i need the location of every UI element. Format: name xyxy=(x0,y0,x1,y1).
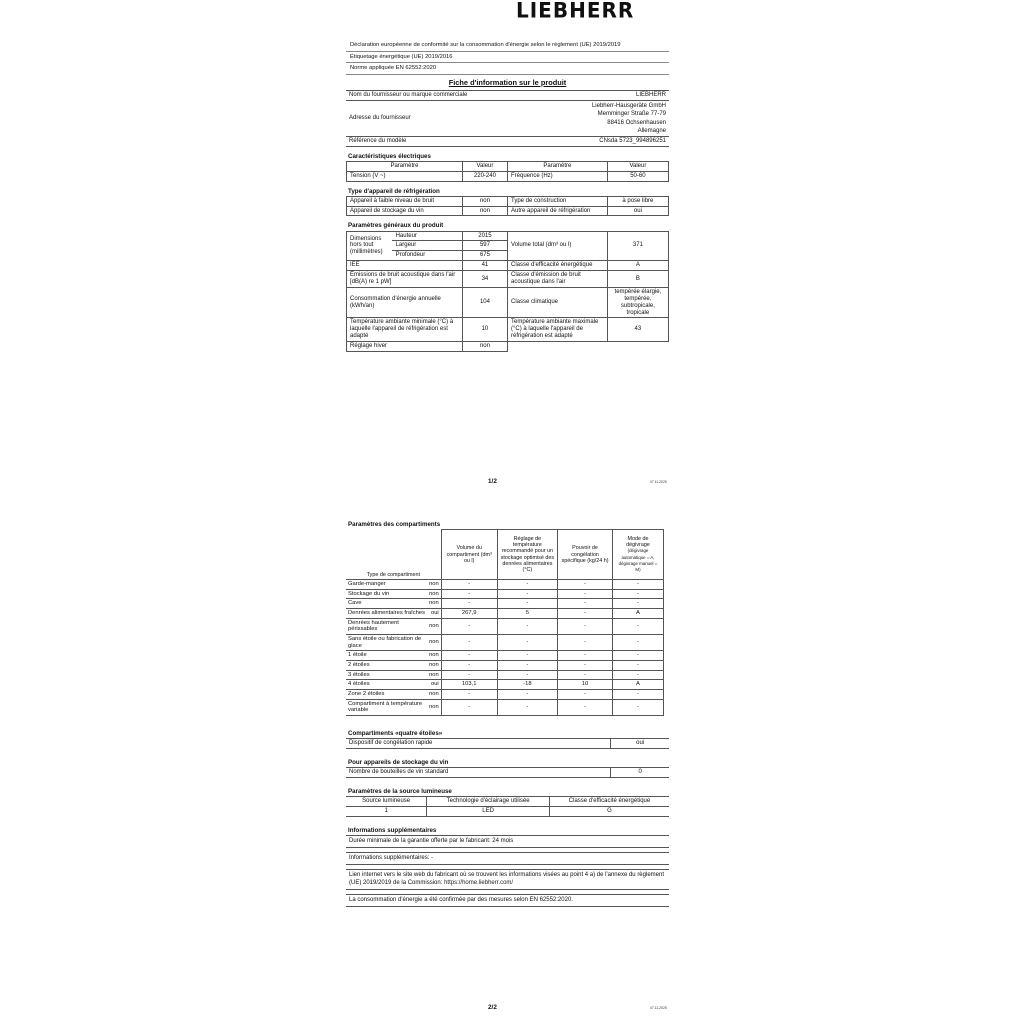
link-text: Lien internet vers le site web du fabricant où se trouvent les informations visées au point 4 a) de l'annexe du règlement (UE) 2019/2019 de la Commission: xyxy=(349,871,664,886)
wine-appliance-value: non xyxy=(462,206,507,216)
construction-value: à pose libre xyxy=(607,196,668,206)
compartment-freeze: 10 xyxy=(558,680,613,690)
compartment-freeze: - xyxy=(558,690,613,700)
width-label: Largeur xyxy=(392,241,463,251)
empty-cell xyxy=(607,342,668,352)
compartment-name-cell xyxy=(346,699,441,715)
compartment-vol: - xyxy=(441,580,497,590)
compartment-vol: - xyxy=(441,635,497,651)
compartment-temp: - xyxy=(497,661,557,671)
compartment-name-cell xyxy=(346,580,441,590)
compartment-present: non xyxy=(429,671,439,678)
frequency-value: 50-60 xyxy=(607,171,668,181)
wine-appliance-label: Appareil de stockage du vin xyxy=(347,206,463,216)
other-appliance-value: oui xyxy=(607,206,668,216)
model-value: CNsda 5723_994896251 xyxy=(543,136,669,146)
noise-class-value: B xyxy=(607,271,668,288)
general-title: Paramètres généraux du produit xyxy=(348,222,444,230)
link-row xyxy=(346,869,669,891)
compartment-present: non xyxy=(429,581,439,588)
compartment-freeze: - xyxy=(558,699,613,715)
page-number: 1/2 xyxy=(488,478,497,485)
compartment-present: non xyxy=(429,639,439,646)
compartment-defrost: A xyxy=(612,609,663,619)
quick-freeze-label: Dispositif de congélation rapide xyxy=(346,739,611,749)
value-header: Valeur xyxy=(462,161,507,171)
print-date: 07.11.2025 xyxy=(650,1006,667,1010)
electrical-table xyxy=(346,161,669,182)
freezing-header: Pouvoir de congélation spécifique (kg/24 h) xyxy=(558,530,613,580)
defrost-header-note: (dégivrage automatique = A, dégivrage manuel = M) xyxy=(618,548,658,573)
noise-class-label: Classe d'émission de bruit acoustique dans l'air xyxy=(507,271,607,288)
compartment-vol: - xyxy=(441,599,497,609)
supplier-name-label: Nom du fournisseur ou marque commerciale xyxy=(346,91,543,101)
compartment-name: Cave xyxy=(348,600,362,607)
compartment-temp: - xyxy=(497,580,557,590)
type-table xyxy=(346,196,669,217)
compartment-name: Garde-manger xyxy=(348,581,386,588)
compartment-vol: 103,1 xyxy=(441,680,497,690)
tmax-label: Température ambiante maximale (°C) à laquelle l'appareil de réfrigération est adapté xyxy=(507,318,607,342)
light-title: Paramètres de la source lumineuse xyxy=(348,788,452,795)
low-noise-label: Appareil à faible niveau de bruit xyxy=(347,196,463,206)
compartment-freeze: - xyxy=(558,670,613,680)
volume-label: Volume total (dm³ ou l) xyxy=(507,231,607,261)
tmin-value: 10 xyxy=(462,318,507,342)
electrical-title: Caractéristiques électriques xyxy=(348,152,431,160)
four-star-title: Compartiments «quatre étoiles» xyxy=(348,729,443,737)
volume-header: Volume du compartiment (dm³ ou l) xyxy=(441,530,497,580)
depth-value: 675 xyxy=(462,251,507,261)
compartment-name: Stockage du vin xyxy=(348,590,390,597)
construction-label: Type de construction xyxy=(507,196,607,206)
compartment-defrost: - xyxy=(612,589,663,599)
compartment-freeze: - xyxy=(558,580,613,590)
compartment-row xyxy=(346,690,664,700)
consumption-value: 104 xyxy=(462,287,507,318)
wine-bottles-value: 0 xyxy=(611,768,669,778)
warranty-text: Durée minimale de la garantie offerte par le fabricant: 24 mois xyxy=(346,835,669,848)
compartment-defrost: A xyxy=(612,680,663,690)
empty-cell xyxy=(507,342,607,352)
compartment-vol: - xyxy=(441,699,497,715)
compartment-row xyxy=(346,670,664,680)
compartment-defrost: - xyxy=(612,690,663,700)
compartment-temp: - xyxy=(497,651,557,661)
supplier-name-value: LIEBHERR xyxy=(543,91,669,101)
type-title: Type d'appareil de réfrigération xyxy=(348,187,440,195)
compartment-defrost: - xyxy=(612,699,663,715)
compartment-row xyxy=(346,635,664,651)
param-header: Paramètre xyxy=(347,161,463,171)
compartment-vol: - xyxy=(441,618,497,634)
compartment-vol: - xyxy=(441,670,497,680)
depth-label: Profondeur xyxy=(392,251,463,261)
supplier-address xyxy=(543,101,669,136)
defrost-header xyxy=(612,530,663,580)
wine-bottles-label: Nombre de bouteilles de vin standard xyxy=(346,768,611,778)
compartment-name-cell xyxy=(346,635,441,651)
voltage-value: 220-240 xyxy=(462,171,507,181)
brand-logo: LIEBHERR xyxy=(516,0,635,23)
noise-value: 34 xyxy=(462,271,507,288)
address-line: Liebherr-Hausgeräte GmbH xyxy=(591,103,666,110)
declaration-line: Déclaration européenne de conformité sur la consommation d'énergie selon le règlement (UE) 2019/2019 xyxy=(346,40,669,52)
other-appliance-label: Autre appareil de réfrigération xyxy=(507,206,607,216)
light-table xyxy=(346,796,669,817)
height-label: Hauteur xyxy=(392,231,463,241)
winter-label: Réglage hiver xyxy=(347,342,463,352)
compartment-name-cell xyxy=(346,670,441,680)
compartment-name-cell xyxy=(346,661,441,671)
compartment-name: 1 étoile xyxy=(348,652,367,659)
efficiency-class-label: Classe d'efficacité énergétique xyxy=(507,261,607,271)
compartment-name: Zone 2 étoiles xyxy=(348,691,385,697)
climate-label: Classe climatique xyxy=(507,287,607,318)
compartment-name-cell xyxy=(346,609,441,619)
compartment-vol: - xyxy=(441,589,497,599)
low-noise-value: non xyxy=(462,196,507,206)
compartment-present: non xyxy=(429,662,439,669)
compartment-vol: 267,9 xyxy=(441,609,497,619)
compartments-title: Paramètres des compartiments xyxy=(348,521,441,528)
supplier-table xyxy=(346,90,669,146)
compartment-vol: - xyxy=(441,661,497,671)
compartment-freeze: - xyxy=(558,651,613,661)
compartment-temp: - xyxy=(497,635,557,651)
four-star-table xyxy=(346,738,669,749)
compartment-temp: - xyxy=(497,690,557,700)
compartment-present: non xyxy=(429,600,439,607)
compartment-row xyxy=(346,618,664,634)
page-number: 2/2 xyxy=(488,1004,497,1011)
compartment-defrost: - xyxy=(612,651,663,661)
voltage-label: Tension (V ~) xyxy=(347,171,463,181)
compartment-present: oui xyxy=(430,681,439,688)
compartment-temp: - xyxy=(497,699,557,715)
defrost-header-label: Mode de dégivrage xyxy=(626,536,650,549)
noise-label: Émissions de bruit acoustique dans l'air [dB(A) re 1 pW] xyxy=(347,271,463,288)
light-tech-header: Technologie d'éclairage utilisée xyxy=(427,797,550,807)
value-header: Valeur xyxy=(607,161,668,171)
dimensions-label: Dimensions hors tout (millimètres) xyxy=(347,231,392,261)
compartment-row xyxy=(346,661,664,671)
compartment-row xyxy=(346,680,664,690)
declaration-line: Norme appliquée EN 62552:2020 xyxy=(346,63,669,75)
extra-title: Informations supplémentaires xyxy=(348,826,437,834)
compartment-defrost: - xyxy=(612,635,663,651)
compartment-name-cell xyxy=(346,651,441,661)
compartment-present: non xyxy=(429,691,439,697)
compartment-freeze: - xyxy=(558,635,613,651)
light-class-header: Classe d'efficacité énergétique xyxy=(549,797,669,807)
height-value: 2015 xyxy=(462,231,507,241)
compartment-row xyxy=(346,609,664,619)
address-line: Allemagne xyxy=(637,127,666,134)
frequency-label: Fréquence (Hz) xyxy=(507,171,607,181)
compartment-name-cell xyxy=(346,589,441,599)
compartment-name: Compartiment à température variable xyxy=(348,700,423,714)
tmax-value: 43 xyxy=(607,318,668,342)
param-header: Paramètre xyxy=(507,161,607,171)
compartment-temp: -18 xyxy=(497,680,557,690)
compartment-freeze: - xyxy=(558,599,613,609)
compartment-freeze: - xyxy=(558,661,613,671)
compartment-name-cell xyxy=(346,680,441,690)
compartment-present: oui xyxy=(430,610,439,617)
general-table xyxy=(346,231,669,352)
width-value: 597 xyxy=(462,241,507,251)
page-title: Fiche d'information sur le produit xyxy=(448,77,567,87)
page-1 xyxy=(346,40,669,352)
compartment-row xyxy=(346,651,664,661)
compartment-freeze: - xyxy=(558,589,613,599)
print-date: 07.11.2025 xyxy=(650,480,667,484)
light-tech-value: LED xyxy=(427,807,550,817)
address-line: 88416 Ochsenhausen xyxy=(607,119,666,126)
compartment-defrost: - xyxy=(612,618,663,634)
temperature-header: Réglage de température recommandé pour un stockage optimisé des denrées alimentaires (°C) xyxy=(497,530,557,580)
confirmation-text: La consommation d'énergie a été confirmée par des mesures selon EN 62552:2020. xyxy=(346,894,669,907)
compartment-temp: - xyxy=(497,589,557,599)
iee-value: 41 xyxy=(462,261,507,271)
compartment-present: non xyxy=(429,703,439,710)
light-source-header: Source lumineuse xyxy=(346,797,427,807)
compartment-name-cell xyxy=(346,618,441,634)
compartment-defrost: - xyxy=(612,670,663,680)
declaration-line: Étiquetage énergétique (UE) 2019/2016 xyxy=(346,52,669,64)
compartment-temp: - xyxy=(497,618,557,634)
declaration-header xyxy=(346,40,669,75)
winter-value: non xyxy=(462,342,507,352)
compartment-present: non xyxy=(429,652,439,659)
quick-freeze-value: oui xyxy=(611,739,669,749)
light-source-value: 1 xyxy=(346,807,427,817)
compartments-body xyxy=(346,580,664,716)
supplier-address-label: Adresse du fournisseur xyxy=(346,101,543,136)
compartment-name: 2 étoiles xyxy=(348,662,370,669)
iee-label: IEE xyxy=(347,261,463,271)
compartment-defrost: - xyxy=(612,661,663,671)
tmin-label: Température ambiante minimale (°C) à laquelle l'appareil de réfrigération est adapté xyxy=(347,318,463,342)
page-2 xyxy=(346,521,669,907)
compartment-name: 4 étoiles xyxy=(348,681,370,688)
efficiency-class-value: A xyxy=(607,261,668,271)
address-line: Memminger Straße 77-79 xyxy=(597,111,666,118)
compartment-temp: - xyxy=(497,670,557,680)
compartment-present: non xyxy=(429,590,439,597)
compartment-freeze: - xyxy=(558,609,613,619)
compartment-present: non xyxy=(429,623,439,630)
compartment-defrost: - xyxy=(612,599,663,609)
compartment-freeze: - xyxy=(558,618,613,634)
compartment-name: 3 étoiles xyxy=(348,671,370,678)
more-info-text: Informations supplémentaires: - xyxy=(346,852,669,865)
type-header: Type de compartiment xyxy=(346,530,441,580)
light-class-value: G xyxy=(549,807,669,817)
climate-value: tempérée élargie, tempérée, subtropicale, tropicale xyxy=(607,287,668,318)
compartment-name-cell xyxy=(346,599,441,609)
compartments-table xyxy=(346,529,664,716)
compartment-row xyxy=(346,580,664,590)
compartment-name-cell xyxy=(346,690,441,700)
compartment-name: Denrées hautement périssables xyxy=(348,619,399,633)
compartment-defrost: - xyxy=(612,580,663,590)
compartment-temp: - xyxy=(497,599,557,609)
volume-value: 371 xyxy=(607,231,668,261)
compartment-name: Sans étoile ou fabrication de glace xyxy=(348,636,422,649)
compartment-vol: - xyxy=(441,651,497,661)
wine-table xyxy=(346,767,669,778)
compartment-name: Denrées alimentaires fraîches xyxy=(348,610,426,617)
model-label: Référence du modèle xyxy=(346,136,543,146)
compartment-temp: 5 xyxy=(497,609,557,619)
wine-title: Pour appareils de stockage du vin xyxy=(348,758,449,766)
compartment-row xyxy=(346,599,664,609)
manufacturer-link[interactable]: https://home.liebherr.com/ xyxy=(444,879,514,886)
compartment-vol: - xyxy=(441,690,497,700)
compartment-row xyxy=(346,699,664,715)
compartment-row xyxy=(346,589,664,599)
consumption-label: Consommation d'énergie annuelle (kWh/an) xyxy=(347,287,463,318)
